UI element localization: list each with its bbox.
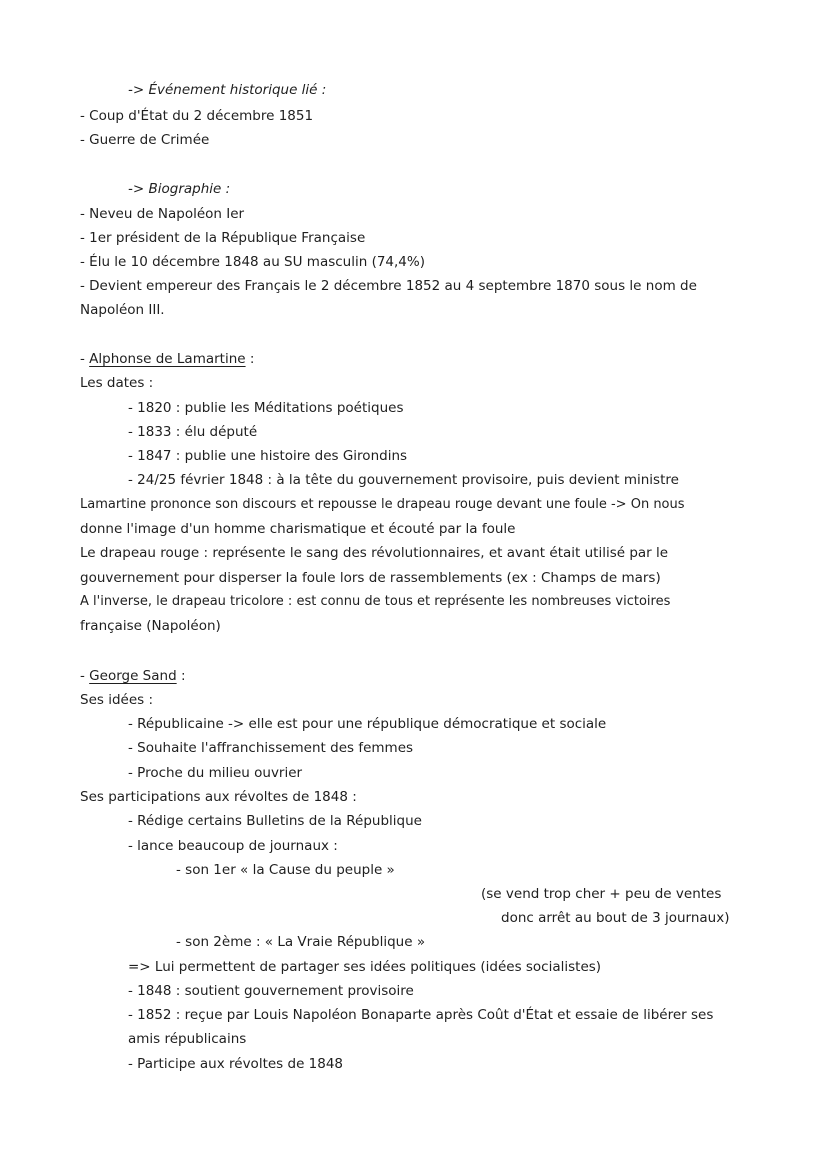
sand-heading [80, 664, 186, 688]
participations-heading: Ses participations aux révoltes de 1848 : [80, 789, 357, 805]
sand-name: George Sand [89, 668, 177, 684]
paragraph-line: Le drapeau rouge : représente le sang des révolutionnaires, et avant était utilisé par le [80, 545, 669, 561]
heading-dash: - [80, 351, 90, 367]
journal-item: - son 1er « la Cause du peuple » [176, 862, 395, 878]
journal-note: donc arrêt au bout de 3 journaux) [501, 910, 730, 926]
idees-heading: Ses idées : [80, 692, 154, 708]
heading-suffix: : [176, 668, 186, 684]
list-item: - Participe aux révoltes de 1848 [128, 1056, 344, 1072]
biographie-heading: -> Biographie : [128, 181, 231, 197]
paragraph-line: Lamartine prononce son discours et repousse le drapeau rouge devant une foule -> On nous [80, 497, 685, 512]
dates-heading: Les dates : [80, 375, 154, 391]
paragraph-line: A l'inverse, le drapeau tricolore : est connu de tous et représente les nombreuses victoires [80, 594, 671, 609]
list-item: amis républicains [128, 1031, 247, 1047]
list-item: - 1847 : publie une histoire des Girondins [128, 448, 408, 464]
journal-item: - son 2ème : « La Vraie République » [176, 934, 426, 950]
list-item: - 24/25 février 1848 : à la tête du gouvernement provisoire, puis devient ministre [128, 472, 679, 488]
list-item: => Lui permettent de partager ses idées politiques (idées socialistes) [128, 959, 602, 975]
list-item: - Guerre de Crimée [80, 132, 210, 148]
journal-note: (se vend trop cher + peu de ventes [481, 886, 722, 902]
list-item: - Souhaite l'affranchissement des femmes [128, 740, 414, 756]
heading-suffix: : [245, 351, 255, 367]
paragraph-line: gouvernement pour disperser la foule lors de rassemblements (ex : Champs de mars) [80, 570, 661, 586]
list-item: - Proche du milieu ouvrier [128, 765, 303, 781]
paragraph-line: donne l'image d'un homme charismatique et écouté par la foule [80, 521, 516, 537]
paragraph-line: française (Napoléon) [80, 618, 221, 634]
list-item: - Coup d'État du 2 décembre 1851 [80, 108, 314, 124]
list-item: - 1833 : élu député [128, 424, 258, 440]
lamartine-heading [80, 347, 254, 371]
list-item: Napoléon III. [80, 302, 165, 318]
list-item: - Devient empereur des Français le 2 décembre 1852 au 4 septembre 1870 sous le nom de [80, 278, 697, 294]
list-item: - Républicaine -> elle est pour une république démocratique et sociale [128, 716, 607, 732]
list-item: - Rédige certains Bulletins de la République [128, 813, 422, 829]
list-item: - 1820 : publie les Méditations poétiques [128, 400, 404, 416]
list-item: - Neveu de Napoléon Ier [80, 206, 245, 222]
heading-dash: - [80, 668, 90, 684]
list-item: - 1848 : soutient gouvernement provisoire [128, 983, 414, 999]
list-item: - 1852 : reçue par Louis Napoléon Bonaparte après Coût d'État et essaie de libérer ses [128, 1007, 714, 1023]
lamartine-name: Alphonse de Lamartine [89, 351, 246, 367]
list-item: - 1er président de la République Française [80, 230, 366, 246]
list-item: - lance beaucoup de journaux : [128, 838, 338, 854]
list-item: - Élu le 10 décembre 1848 au SU masculin (74,4%) [80, 254, 425, 270]
evenement-heading: -> Événement historique lié : [128, 82, 327, 98]
